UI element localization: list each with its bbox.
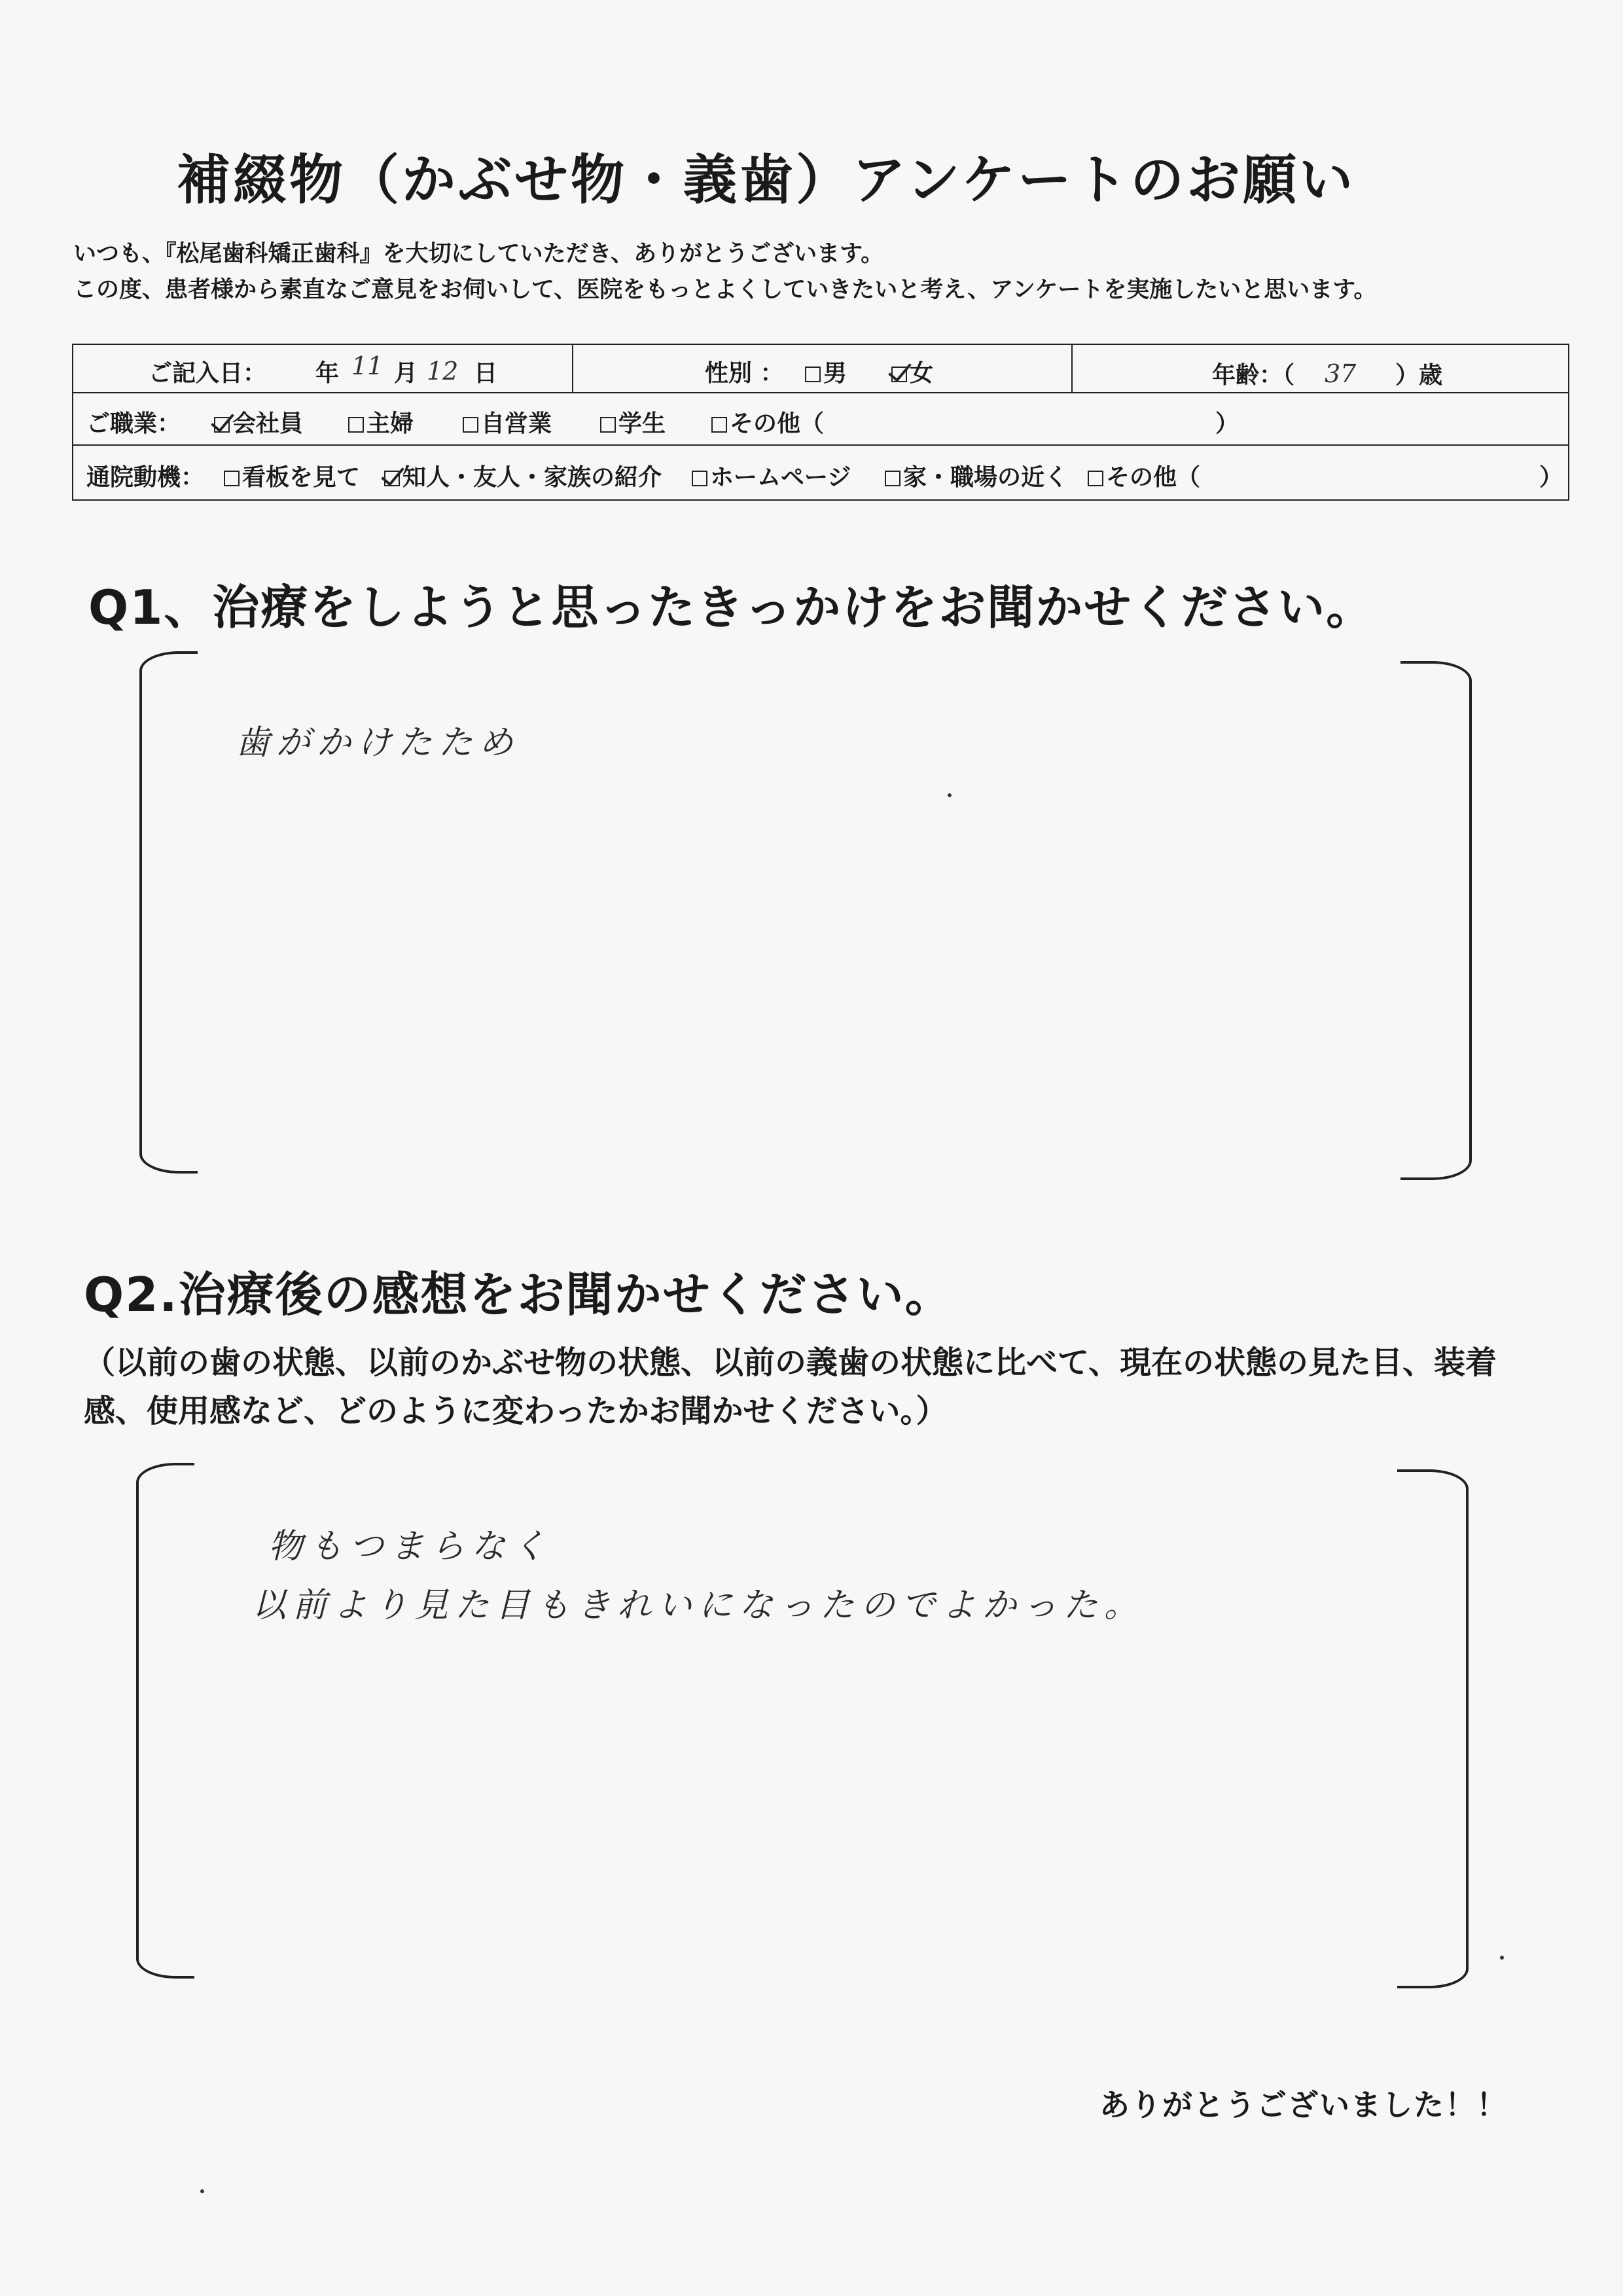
table-divider bbox=[572, 345, 573, 392]
day-label: 日 bbox=[474, 360, 498, 387]
info-row-occupation bbox=[73, 392, 1568, 446]
checkbox-icon[interactable] bbox=[600, 417, 616, 433]
answer-box-2-left-bracket bbox=[136, 1463, 194, 1979]
day-value[interactable]: 12 bbox=[427, 357, 459, 386]
checkbox-checked-icon[interactable] bbox=[214, 417, 230, 433]
question-1: Q1、治療をしようと思ったきっかけをお聞かせください。 bbox=[88, 580, 1375, 635]
checkbox-icon[interactable] bbox=[692, 471, 707, 486]
occupation-option-student[interactable]: 学生 bbox=[600, 405, 666, 439]
checkbox-checked-icon[interactable] bbox=[384, 471, 400, 486]
question-2: Q2.治療後の感想をお聞かせください。 bbox=[84, 1267, 954, 1322]
checkbox-icon[interactable] bbox=[348, 417, 364, 433]
info-row-date-gender-age bbox=[73, 345, 1568, 393]
motive-option-referral[interactable]: 知人・友人・家族の紹介 bbox=[384, 459, 662, 492]
answer-2-line-2[interactable]: 以前より見た目もきれいになったのでよかった。 bbox=[252, 1586, 1145, 1625]
checkbox-icon[interactable] bbox=[1088, 471, 1103, 486]
answer-1-text[interactable]: 歯がかけたため bbox=[236, 723, 520, 762]
gender-option-female[interactable]: 女 bbox=[891, 355, 933, 388]
gender-option-male[interactable]: 男 bbox=[805, 355, 847, 388]
age-value[interactable]: 37 bbox=[1325, 359, 1357, 388]
checkbox-icon[interactable] bbox=[463, 417, 478, 433]
stray-mark bbox=[948, 793, 952, 797]
occupation-other-close: ） bbox=[1215, 410, 1240, 437]
checkbox-checked-icon[interactable] bbox=[891, 367, 907, 382]
checkbox-icon[interactable] bbox=[711, 417, 727, 433]
occupation-label: ご職業： bbox=[86, 410, 181, 437]
stray-mark bbox=[1500, 1956, 1504, 1960]
motive-other-close: ） bbox=[1539, 464, 1563, 491]
date-label: ご記入日： bbox=[149, 360, 267, 387]
occupation-option-housewife[interactable]: 主婦 bbox=[348, 405, 414, 439]
page-title: 補綴物（かぶせ物・義歯）アンケートのお願い bbox=[177, 149, 1356, 211]
age-label: 年齢：（ bbox=[1212, 362, 1295, 389]
stray-mark bbox=[200, 2189, 204, 2193]
gender-label: 性別 ： bbox=[705, 360, 784, 387]
answer-2-line-1[interactable]: 物もつまらなく bbox=[268, 1527, 553, 1566]
motive-option-near-home-work[interactable]: 家・職場の近く bbox=[885, 459, 1068, 492]
motive-option-signboard[interactable]: 看板を見て bbox=[224, 459, 360, 492]
answer-box-1-right-bracket bbox=[1400, 661, 1472, 1180]
month-value[interactable]: 11 bbox=[351, 351, 383, 380]
year-label: 年 bbox=[315, 360, 340, 387]
occupation-option-company-employee[interactable]: 会社員 bbox=[214, 405, 303, 439]
occupation-option-other[interactable]: その他（ bbox=[711, 405, 824, 439]
closing-thanks: ありがとうございました！！ bbox=[1099, 2087, 1508, 2123]
checkbox-icon[interactable] bbox=[805, 367, 821, 382]
occupation-option-self-employed[interactable]: 自営業 bbox=[463, 405, 552, 439]
info-row-motive bbox=[73, 444, 1568, 499]
age-suffix: ）歳 bbox=[1395, 362, 1443, 389]
intro-line-1: いつも、『松尾歯科矯正歯科』を大切にしていただき、ありがとうございます。 bbox=[73, 241, 884, 267]
table-divider bbox=[1071, 345, 1073, 392]
motive-label: 通院動機： bbox=[86, 464, 205, 491]
month-label: 月 bbox=[394, 360, 418, 387]
checkbox-icon[interactable] bbox=[224, 471, 240, 486]
info-table bbox=[72, 344, 1569, 501]
motive-option-other[interactable]: その他（ bbox=[1088, 459, 1200, 492]
question-2-note: （以前の歯の状態、以前のかぶせ物の状態、以前の義歯の状態に比べて、現在の状態の見た目、装着感、使用感など、どのように変わったかお聞かせください。） bbox=[84, 1344, 1497, 1429]
checkbox-icon[interactable] bbox=[885, 471, 901, 486]
answer-box-2-right-bracket bbox=[1397, 1469, 1469, 1988]
intro-line-2: この度、患者様から素直なご意見をお伺いして、医院をもっとよくしていきたいと考え、アンケートを実施したいと思います。 bbox=[73, 277, 1377, 303]
motive-option-homepage[interactable]: ホームページ bbox=[692, 459, 851, 492]
answer-box-1-left-bracket bbox=[139, 651, 198, 1174]
